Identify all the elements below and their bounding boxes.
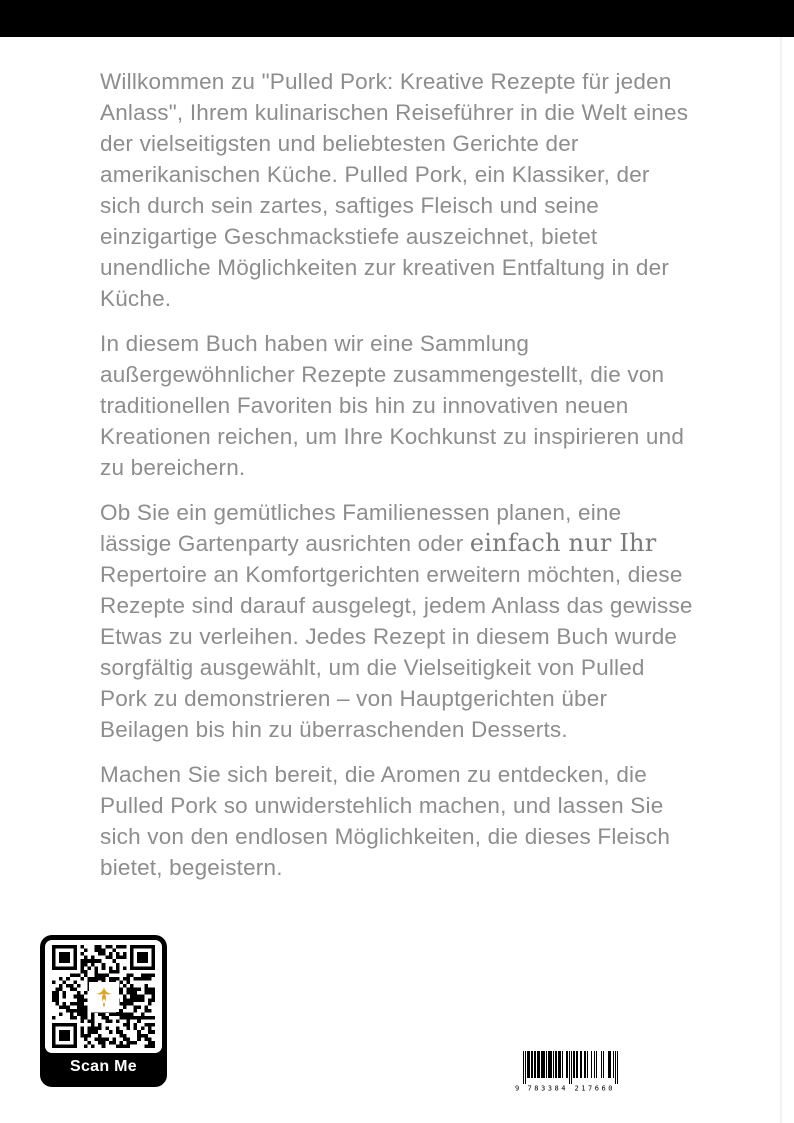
phoenix-bird-icon [92,985,116,1009]
intro-paragraph: Willkommen zu "Pulled Pork: Kreative Rezepte für jeden Anlass", Ihrem kulinarischen Reiseführer in die Welt eines der vielseitigsten und beliebtesten Gerichte der amerikanischen Küche. Pulled Pork, ein Klassiker, der sich durch sein zartes, saftiges Fleisch und seine einzigartige Geschmackstiefe auszeichnet, bietet unendliche Möglichkeiten zur kreativen Entfaltung in der Küche. [100,69,689,311]
top-black-bar [0,0,794,37]
barcode-digit-first: 9 [515,1084,520,1092]
qr-code [45,940,162,1053]
occasions-text-end: Repertoire an Komfortgerichten erweitern möchten, diese Rezepte sind darauf ausgelegt, jedem Anlass das gewisse Etwas zu verleihen. Jedes Rezept in diesem Buch wurde sorgfältig ausgewählt, um die Vielseitigkeit von Pulled Pork zu demonstrieren – von Hauptgerichten über Beilagen bis hin zu überraschenden Desserts. [100,562,693,742]
qr-code-frame [40,935,167,1087]
occasions-paragraph [100,497,694,745]
collection-paragraph: In diesem Buch haben wir eine Sammlung außergewöhnlicher Rezepte zusammengestellt, die von traditionellen Favoriten bis hin zu innovativen neuen Kreationen reichen, um Ihre Kochkunst zu inspirieren und zu bereichern. [100,331,685,480]
isbn-barcode-graphic [513,1051,621,1092]
back-cover-text [100,66,694,897]
qr-scan-me-label: Scan Me [69,1058,137,1075]
isbn-barcode [512,1050,622,1093]
closing-paragraph: Machen Sie sich bereit, die Aromen zu entdecken, die Pulled Pork so unwiderstehlich machen, und lassen Sie sich von den endlosen Möglichkeiten, die dieses Fleisch bietet, begeistern. [100,762,671,880]
barcode-digits-left: 783384 [527,1084,566,1092]
occasions-text-emphasis: einfach nur Ihr [469,529,657,557]
barcode-digits-right: 217660 [574,1084,613,1092]
qr-logo-phoenix-icon [89,982,119,1012]
barcode-bars [523,1051,618,1084]
occasions-text-start: Ob Sie ein gemütliches Familienessen planen, eine lässige Gartenparty ausrichten oder [100,500,622,556]
page-edge-line [780,37,782,1123]
